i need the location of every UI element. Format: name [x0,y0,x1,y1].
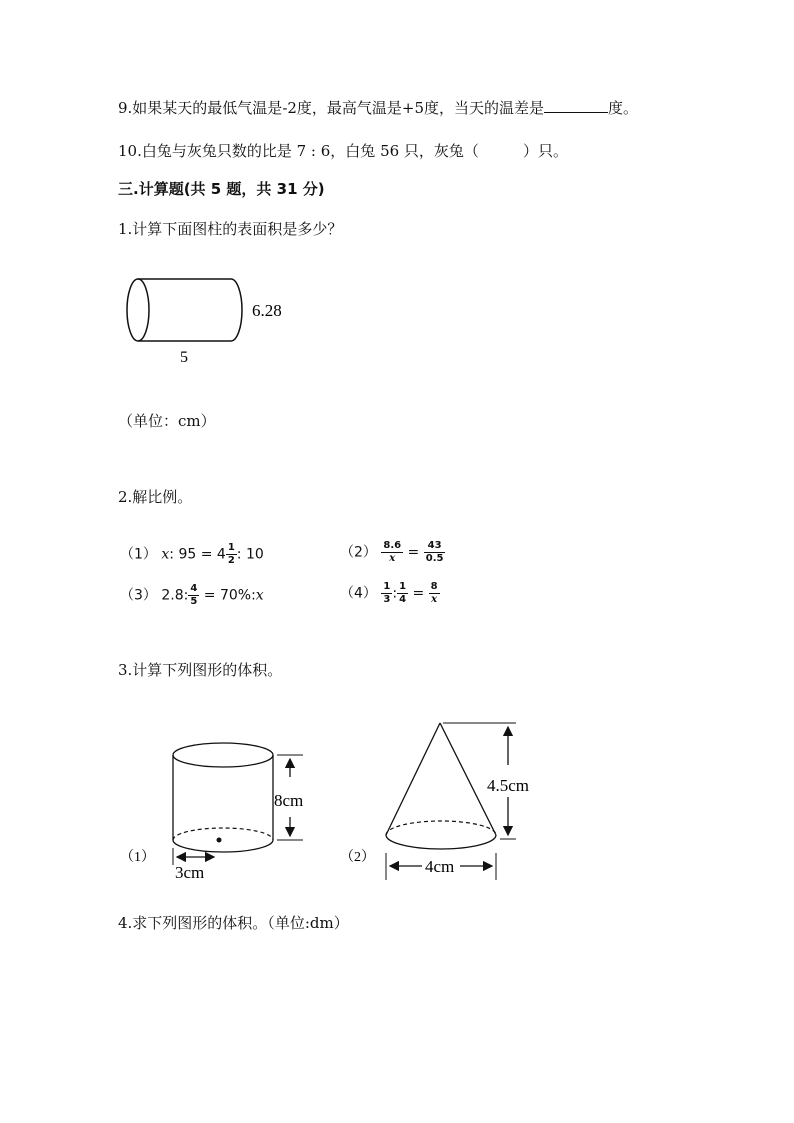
cone-height-4-5cm: 4.5cm [487,776,530,795]
figure-2-label: （2） [340,850,375,865]
fraction-numerator: 1 [399,581,407,592]
calc-2-question: 2.解比例。 [118,488,193,506]
proportion-2-label: （2） [340,544,377,561]
fraction-denominator: 4 [399,594,407,605]
fraction-numerator: 8 [430,581,438,592]
cylinder-figure [118,268,298,373]
cylinder-length-label: 5 [180,349,188,366]
fraction-denominator: 0.5 [425,553,444,564]
calc-1-unit-note: （单位：cm） [118,412,216,430]
proportion-4 [340,581,440,606]
q9-text: 9.如果某天的最低气温是-2度，最高气温是+5度，当天的温差是 [118,99,545,117]
cylinder-radius-3cm: 3cm [175,863,205,882]
q9-answer-blank[interactable] [544,98,608,113]
proportion-1-var: x [161,546,170,563]
proportion-4-fraction-1 [381,581,392,606]
fraction-numerator: 4 [190,583,198,594]
proportion-3-label: （3） [120,587,157,604]
fraction-denominator: 5 [190,596,198,607]
calc-1-question: 1.计算下面图柱的表面积是多少？ [118,220,343,238]
cylinder-height-label: 6.28 [252,301,282,320]
proportion-1 [120,542,264,567]
fraction-denominator: 3 [383,594,391,605]
proportion-3-var: x [255,587,264,604]
calc-4-question: 4.求下列图形的体积。（单位:dm） [118,914,349,932]
proportion-1-fraction [226,542,237,567]
proportion-3 [120,583,264,608]
proportion-1-label: （1） [120,546,157,563]
proportion-2-fraction-left [381,540,403,565]
cone-diameter-4cm: 4cm [425,857,455,876]
fraction-numerator: 1 [383,581,391,592]
proportion-2-fraction-right [424,540,446,565]
question-9 [118,97,638,118]
q10-text: 10.白兔与灰兔只数的比是 7 : 6，白兔 56 只，灰兔（ [118,142,479,160]
fraction-denominator: 2 [227,555,235,566]
proportion-4-colon: : [392,585,398,602]
cylinder-height-8cm: 8cm [274,791,304,810]
proportion-4-label: （4） [340,585,377,602]
fraction-numerator: 8.6 [383,540,402,551]
volume-figures [110,715,560,890]
fraction-denominator: x [431,594,438,605]
q9-suffix: 度。 [608,99,639,117]
question-10 [118,140,568,161]
proportion-2-equals: = [407,544,420,561]
proportion-4-equals: = [412,585,425,602]
fraction-denominator: x [389,553,396,564]
figure-1-label: （1） [120,850,155,865]
calc-3-question: 3.计算下列图形的体积。 [118,661,283,679]
proportion-3-post: = 70%: [203,587,256,604]
proportion-4-fraction-3 [429,581,440,606]
fraction-numerator: 1 [227,542,235,553]
cone [386,723,529,880]
proportion-2 [340,540,445,565]
proportion-3-pre: 2.8: [161,587,189,604]
proportion-1-post: : 10 [236,546,264,563]
proportion-4-fraction-2 [397,581,408,606]
section-3-title: 三.计算题(共 5 题，共 31 分) [118,180,325,198]
proportion-3-fraction [188,583,199,608]
fraction-numerator: 43 [424,540,446,553]
upright-cylinder [173,743,303,882]
proportion-1-mid: : 95 = 4 [169,546,226,563]
q10-suffix: ）只。 [522,142,568,160]
